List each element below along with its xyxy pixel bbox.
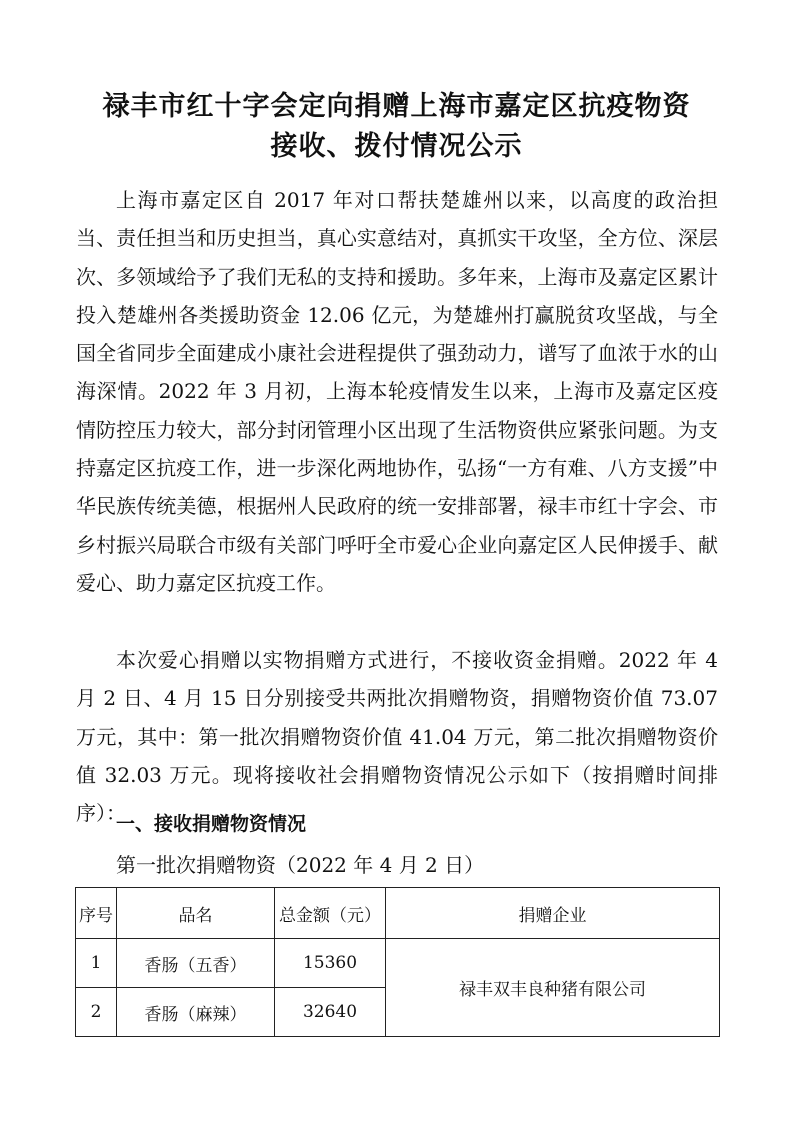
row-item: 香肠（五香）	[117, 939, 275, 988]
row-item: 香肠（麻辣）	[117, 988, 275, 1037]
table-row	[76, 939, 720, 988]
row-amount: 32640	[275, 988, 386, 1037]
section-heading: 一、接收捐赠物资情况	[116, 813, 307, 835]
intro-paragraph: 上海市嘉定区自 2017 年对口帮扶楚雄州以来，以高度的政治担当、责任担当和历史担当，真心实意结对，真抓实干攻坚，全方位、深层次、多领域给予了我们无私的支持和援助。多年来，上海市及嘉定区累计投入楚雄州各类援助资金 12.06 亿元，为楚雄州打赢脱贫攻坚战，与全国全省同步全面建成小康社会进程提供了强劲动力，谱写了血浓于水的山海深情。2022 年 3 月初，上海本轮疫情发生以来，上海市及嘉定区疫情防控压力较大，部分封闭管理小区出现了生活物资供应紧张问题。为支持嘉定区抗疫工作，进一步深化两地协作，弘扬“一方有难、八方支援”中华民族传统美德，根据州人民政府的统一安排部署，禄丰市红十字会、市乡村振兴局联合市级有关部门呼吁全市爱心企业向嘉定区人民伸援手、献爱心、助力嘉定区抗疫工作。	[76, 188, 718, 595]
donor-cell: 禄丰双丰良种猪有限公司	[386, 939, 720, 1037]
donation-table	[75, 887, 720, 1037]
header-index: 序号	[76, 888, 117, 939]
row-amount: 15360	[275, 939, 386, 988]
row-index: 1	[76, 939, 117, 988]
header-item: 品名	[117, 888, 275, 939]
row-index: 2	[76, 988, 117, 1037]
document-title-line-1: 禄丰市红十字会定向捐赠上海市嘉定区抗疫物资	[102, 91, 691, 122]
donation-summary-paragraph: 本次爱心捐赠以实物捐赠方式进行，不接收资金捐赠。2022 年 4 月 2 日、4 月 15 日分别接受共两批次捐赠物资，捐赠物资价值 73.07 万元，其中：第一批次捐赠物资价值 41.04 万元，第二批次捐赠物资价值 32.03 万元。现将接收社会捐赠物资情况公示如下（按捐赠时间排序）：	[76, 648, 718, 826]
batch-heading: 第一批次捐赠物资（2022 年 4 月 2 日）	[116, 853, 485, 877]
header-amount: 总金额（元）	[275, 888, 386, 939]
header-donor: 捐赠企业	[386, 888, 720, 939]
table-header-row	[76, 888, 720, 939]
document-title-line-2: 接收、拨付情况公示	[270, 131, 523, 162]
